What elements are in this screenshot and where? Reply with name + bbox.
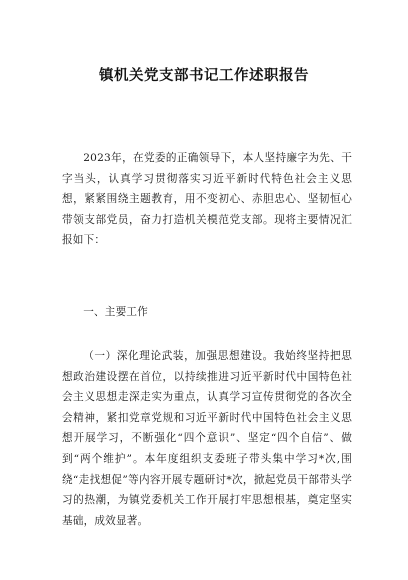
document-title: 镇机关党支部书记工作述职报告	[99, 68, 309, 84]
intro-paragraph: 2023年，在党委的正确领导下，本人坚持廉字为先、干字当头，认真学习贯彻落实习近平新时代特色社会主义思想，紧紧围绕主题教育，用不变初心、赤胆忠心、坚韧恒心带领支部党员，奋力打造机关模范党支部。现将主要情况汇报如下：	[62, 152, 352, 247]
section-heading: 一、主要工作	[83, 306, 148, 318]
section-paragraph: （一）深化理论武装，加强思想建设。我始终坚持把思想政治建设摆在首位，以持续推进习近平新时代中国特色社会主义思想走深走实为重点，认真学习宣传贯彻党的各次全会精神，紧扣党章党规和习近平新时代中国特色社会主义思想开展学习，不断强化“四个意识”、坚定“四个自信”、做到“两个维护”。本年度组织支委班子带头集中学习*次,围绕“走找想促”等内容开展专题研讨*次，掀起党员干部带头学习的热潮，为镇党委机关工作开展打牢思想根基，奠定坚实基础，成效显著。	[62, 350, 352, 527]
